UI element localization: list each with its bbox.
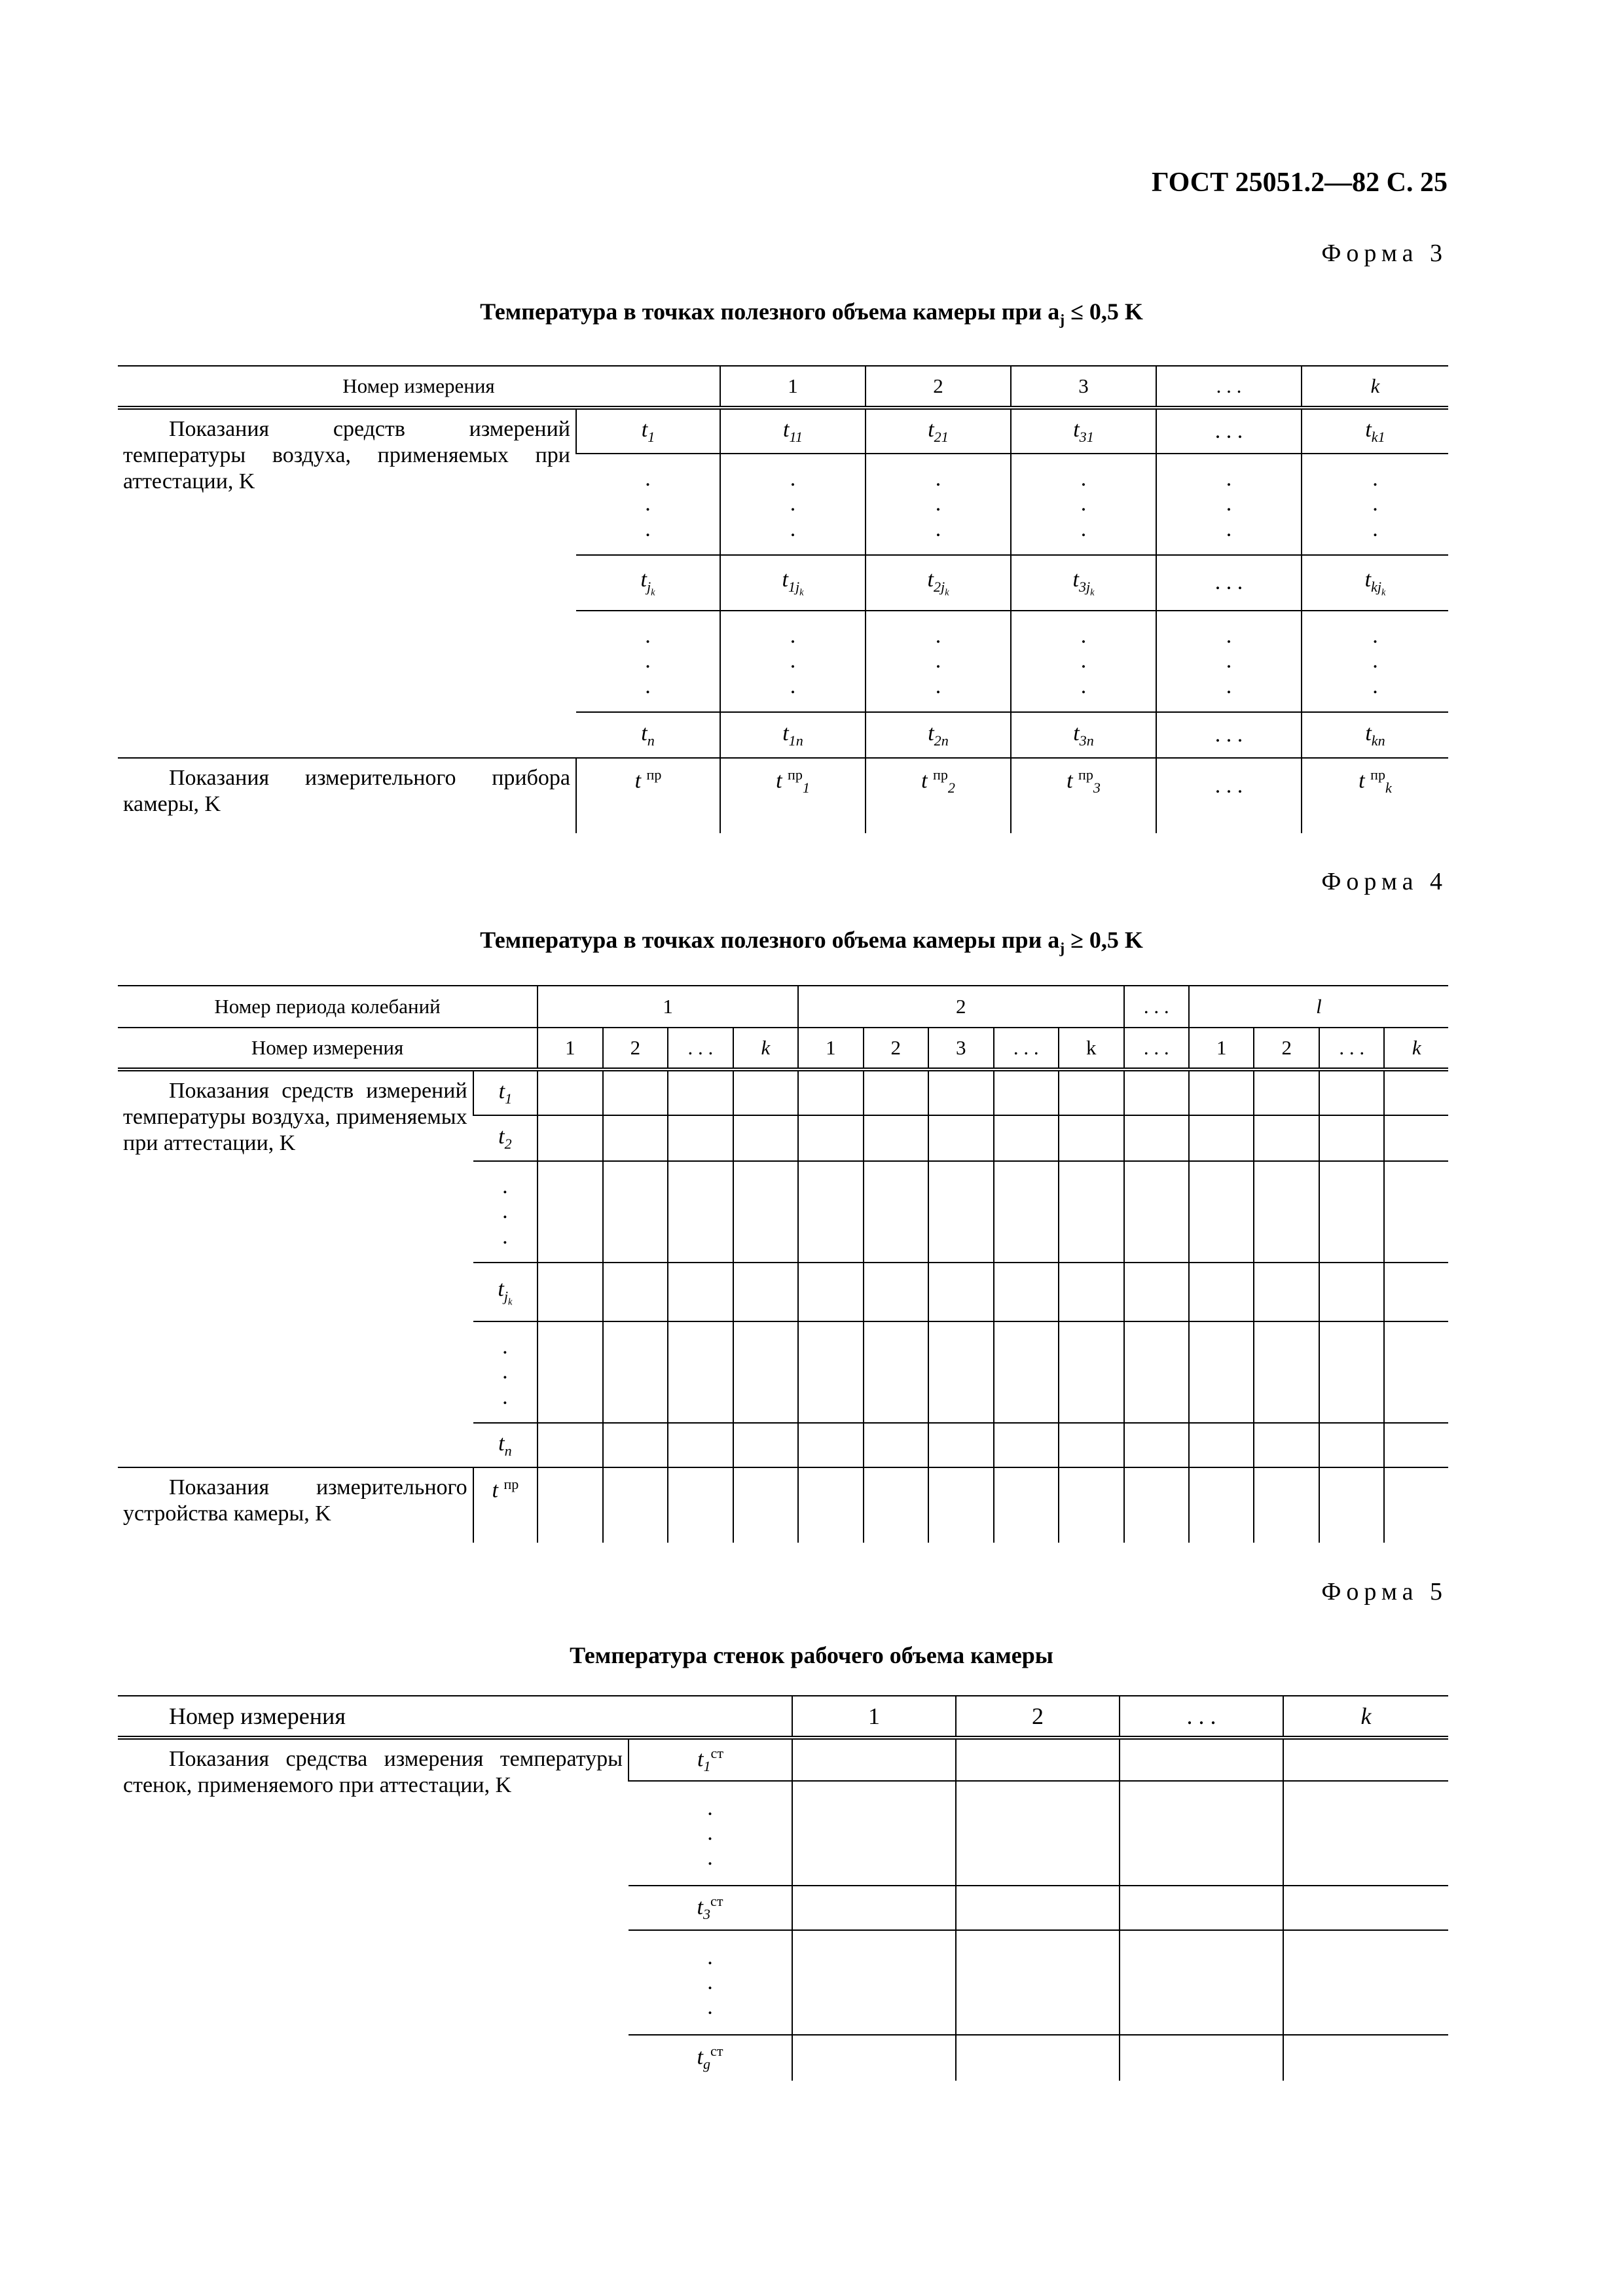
- empty-cell: [733, 1423, 798, 1467]
- form3-title: Температура в точках полезного объема камеры при $a_j \le 0,5$ K: [480, 298, 1143, 329]
- empty-cell: [1319, 1263, 1384, 1321]
- empty-cell: [668, 1423, 733, 1467]
- empty-cell: [1283, 1738, 1448, 1781]
- empty-cell: [603, 1069, 668, 1115]
- meas-num: 2: [1254, 1028, 1319, 1069]
- empty-cell: [1384, 1263, 1448, 1321]
- cell-t-pr: t $^{пр}$: [473, 1467, 538, 1543]
- period-header: Номер периода колебаний: [214, 994, 441, 1018]
- empty-cell: [1059, 1321, 1123, 1423]
- cell-dots: . . .: [1302, 611, 1448, 712]
- empty-cell: [1384, 1161, 1448, 1263]
- meas-num: 2: [603, 1028, 668, 1069]
- cell-t: $t_{kn}$: [1302, 712, 1448, 758]
- empty-cell: [864, 1069, 928, 1115]
- empty-cell: [864, 1115, 928, 1161]
- empty-cell: [1124, 1161, 1189, 1263]
- empty-cell: [1059, 1467, 1123, 1543]
- empty-cell: [1254, 1161, 1319, 1263]
- row-label-wall-sensor: Показания средства измерения температуры стенок, применяемого при аттестации, K: [123, 1747, 623, 1798]
- cell-t: $t_1$: [473, 1069, 538, 1115]
- empty-cell: [668, 1161, 733, 1263]
- empty-cell: [1319, 1069, 1384, 1115]
- cell-dots: . . .: [1011, 611, 1156, 712]
- meas-num: k: [1059, 1028, 1123, 1069]
- row-label-air-sensors: Показания средств измерений температуры воздуха, применяемых при аттестации, K: [123, 1079, 467, 1156]
- empty-cell: [792, 1738, 956, 1781]
- empty-cell: [1124, 1069, 1189, 1115]
- col-num: 2: [866, 366, 1011, 408]
- empty-cell: [1189, 1467, 1254, 1543]
- form4-table: [118, 985, 1448, 1543]
- col-num: 1: [720, 366, 866, 408]
- empty-cell: [792, 1781, 956, 1886]
- empty-cell: [1124, 1263, 1189, 1321]
- empty-cell: [798, 1263, 863, 1321]
- empty-cell: [1189, 1321, 1254, 1423]
- empty-cell: [1254, 1115, 1319, 1161]
- empty-cell: [1120, 1886, 1283, 1930]
- cell-t-pr: t $^{пр}_2$: [866, 758, 1011, 833]
- col-header: Номер измерения: [169, 1702, 346, 1729]
- cell-t-st: $t_g^{ст}$: [697, 2043, 723, 2073]
- empty-cell: [956, 1738, 1120, 1781]
- empty-cell: [864, 1467, 928, 1543]
- cell-t: $t_{kj_k}$: [1302, 555, 1448, 611]
- empty-cell: [1254, 1467, 1319, 1543]
- row-label-chamber-device: Показания измерительного прибора камеры, K: [123, 766, 570, 817]
- cell-t-st: $t_3^{ст}$: [697, 1892, 723, 1923]
- cell-dots: . . .: [645, 624, 651, 698]
- empty-cell: [956, 1781, 1120, 1886]
- empty-cell: [1384, 1467, 1448, 1543]
- empty-cell: [733, 1069, 798, 1115]
- cell-t: $t_{3n}$: [1011, 712, 1156, 758]
- empty-cell: [928, 1069, 993, 1115]
- empty-cell: [994, 1321, 1059, 1423]
- period-num: . . .: [1124, 986, 1189, 1028]
- cell-dots: . . .: [1302, 454, 1448, 555]
- cell-t: $t_n$: [498, 1431, 512, 1459]
- empty-cell: [603, 1115, 668, 1161]
- cell-dots: . . .: [502, 1174, 508, 1249]
- empty-cell: [994, 1161, 1059, 1263]
- meas-num: 1: [538, 1028, 602, 1069]
- cell-t: $t_{j_k}$: [498, 1276, 513, 1308]
- col-num: 2: [956, 1696, 1120, 1738]
- empty-cell: [1124, 1115, 1189, 1161]
- col-num: k: [1283, 1696, 1448, 1738]
- cell-dots: . . .: [866, 454, 1011, 555]
- meas-num: . . .: [668, 1028, 733, 1069]
- empty-cell: [1120, 1781, 1283, 1886]
- empty-cell: [1319, 1161, 1384, 1263]
- cell-t: $t_{31}$: [1011, 408, 1156, 454]
- empty-cell: [603, 1263, 668, 1321]
- empty-cell: [792, 2035, 956, 2081]
- empty-cell: [668, 1467, 733, 1543]
- col-num: . . .: [1156, 366, 1302, 408]
- empty-cell: [1189, 1115, 1254, 1161]
- empty-cell: [1189, 1069, 1254, 1115]
- meas-num: 3: [928, 1028, 993, 1069]
- empty-cell: [1059, 1115, 1123, 1161]
- empty-cell: [733, 1321, 798, 1423]
- empty-cell: [994, 1069, 1059, 1115]
- period-num: l: [1189, 986, 1448, 1028]
- empty-cell: [1254, 1423, 1319, 1467]
- empty-cell: [994, 1115, 1059, 1161]
- empty-cell: [1059, 1161, 1123, 1263]
- page-header: ГОСТ 25051.2—82 С. 25: [1151, 168, 1448, 198]
- form3-table: [118, 365, 1448, 833]
- cell-t: $t_{21}$: [866, 408, 1011, 454]
- empty-cell: [538, 1115, 602, 1161]
- empty-cell: [1384, 1423, 1448, 1467]
- form5-title: Температура стенок рабочего объема камеры: [570, 1642, 1053, 1668]
- cell-dots: . . .: [707, 1945, 713, 2020]
- cell-t-st: $t_1^{ст}$: [629, 1738, 792, 1781]
- cell-dots: . . .: [645, 467, 651, 541]
- empty-cell: [994, 1423, 1059, 1467]
- empty-cell: [538, 1161, 602, 1263]
- cell-t: $t_2$: [498, 1124, 512, 1152]
- empty-cell: [1059, 1069, 1123, 1115]
- cell-t: $t_{3j_k}$: [1011, 555, 1156, 611]
- empty-cell: [538, 1069, 602, 1115]
- cell-dots: . . .: [720, 454, 866, 555]
- empty-cell: [1384, 1321, 1448, 1423]
- cell-t: $t_1$: [576, 408, 720, 454]
- empty-cell: [668, 1263, 733, 1321]
- row-label-air-sensors: Показания средств измерений температуры воздуха, применяемых при аттестации, K: [123, 417, 570, 494]
- empty-cell: [1124, 1423, 1189, 1467]
- form5-table: [118, 1695, 1448, 2081]
- empty-cell: [1189, 1263, 1254, 1321]
- meas-num: 1: [1189, 1028, 1254, 1069]
- empty-cell: [1384, 1069, 1448, 1115]
- cell-hdots: . . .: [1156, 758, 1302, 833]
- empty-cell: [798, 1115, 863, 1161]
- cell-dots: . . .: [1156, 611, 1302, 712]
- empty-cell: [1384, 1115, 1448, 1161]
- cell-t: $t_n$: [641, 721, 655, 749]
- empty-cell: [1120, 1930, 1283, 2035]
- empty-cell: [928, 1115, 993, 1161]
- col-num: k: [1302, 366, 1448, 408]
- empty-cell: [994, 1263, 1059, 1321]
- empty-cell: [956, 1886, 1120, 1930]
- cell-dots: . . .: [720, 611, 866, 712]
- empty-cell: [733, 1115, 798, 1161]
- cell-t: $t_{1n}$: [720, 712, 866, 758]
- empty-cell: [603, 1321, 668, 1423]
- empty-cell: [798, 1321, 863, 1423]
- empty-cell: [792, 1886, 956, 1930]
- empty-cell: [928, 1423, 993, 1467]
- empty-cell: [928, 1161, 993, 1263]
- period-num: 1: [538, 986, 798, 1028]
- empty-cell: [1283, 2035, 1448, 2081]
- empty-cell: [603, 1423, 668, 1467]
- empty-cell: [1059, 1423, 1123, 1467]
- empty-cell: [1319, 1467, 1384, 1543]
- form4-title: Температура в точках полезного объема камеры при $a_j \ge 0,5$ K: [480, 927, 1143, 958]
- empty-cell: [1283, 1781, 1448, 1886]
- empty-cell: [1254, 1069, 1319, 1115]
- cell-t-pr: t $^{пр}_1$: [720, 758, 866, 833]
- cell-t: $t_{1j_k}$: [720, 555, 866, 611]
- meas-num: 2: [864, 1028, 928, 1069]
- col-num: 3: [1011, 366, 1156, 408]
- meas-num: . . .: [1319, 1028, 1384, 1069]
- cell-dots: . . .: [502, 1335, 508, 1409]
- period-num: 2: [798, 986, 1123, 1028]
- cell-t-pr: t $^{пр}_3$: [1011, 758, 1156, 833]
- empty-cell: [1319, 1321, 1384, 1423]
- cell-t: $t_{j_k}$: [640, 567, 655, 598]
- meas-num: . . .: [1124, 1028, 1189, 1069]
- empty-cell: [1120, 1738, 1283, 1781]
- empty-cell: [1189, 1161, 1254, 1263]
- empty-cell: [928, 1467, 993, 1543]
- empty-cell: [733, 1161, 798, 1263]
- col-num: . . .: [1120, 1696, 1283, 1738]
- empty-cell: [1283, 1930, 1448, 2035]
- cell-t: $t_{2n}$: [866, 712, 1011, 758]
- meas-num: 1: [798, 1028, 863, 1069]
- empty-cell: [538, 1423, 602, 1467]
- empty-cell: [1319, 1423, 1384, 1467]
- empty-cell: [956, 1930, 1120, 2035]
- empty-cell: [603, 1161, 668, 1263]
- cell-t: $t_{2j_k}$: [866, 555, 1011, 611]
- empty-cell: [928, 1321, 993, 1423]
- empty-cell: [668, 1321, 733, 1423]
- empty-cell: [864, 1161, 928, 1263]
- form4-label: Форма 4: [1321, 868, 1448, 895]
- empty-cell: [928, 1263, 993, 1321]
- empty-cell: [1319, 1115, 1384, 1161]
- empty-cell: [538, 1321, 602, 1423]
- empty-cell: [1254, 1263, 1319, 1321]
- cell-dots: . . .: [707, 1795, 713, 1871]
- empty-cell: [538, 1263, 602, 1321]
- cell-hdots: . . .: [1156, 555, 1302, 611]
- cell-hdots: . . .: [1156, 712, 1302, 758]
- empty-cell: [798, 1423, 863, 1467]
- empty-cell: [538, 1467, 602, 1543]
- empty-cell: [603, 1467, 668, 1543]
- empty-cell: [798, 1069, 863, 1115]
- empty-cell: [792, 1930, 956, 2035]
- cell-dots: . . .: [866, 611, 1011, 712]
- empty-cell: [1059, 1263, 1123, 1321]
- cell-t-pr: t $^{пр}$: [576, 758, 720, 833]
- meas-num: k: [1384, 1028, 1448, 1069]
- empty-cell: [864, 1423, 928, 1467]
- empty-cell: [994, 1467, 1059, 1543]
- empty-cell: [798, 1161, 863, 1263]
- empty-cell: [1124, 1321, 1189, 1423]
- form5-label: Форма 5: [1321, 1578, 1448, 1605]
- empty-cell: [733, 1467, 798, 1543]
- empty-cell: [668, 1069, 733, 1115]
- col-num: 1: [792, 1696, 956, 1738]
- meas-header: Номер измерения: [251, 1035, 404, 1059]
- cell-t-pr: t $^{пр}_k$: [1302, 758, 1448, 833]
- row-label-chamber-device: Показания измерительного устройства камеры, K: [123, 1475, 467, 1526]
- empty-cell: [1283, 1886, 1448, 1930]
- col-header: Номер измерения: [342, 374, 495, 397]
- cell-dots: . . .: [1011, 454, 1156, 555]
- empty-cell: [864, 1263, 928, 1321]
- empty-cell: [1120, 2035, 1283, 2081]
- form3-label: Форма 3: [1321, 240, 1448, 267]
- meas-num: k: [733, 1028, 798, 1069]
- empty-cell: [1254, 1321, 1319, 1423]
- cell-t: $t_{11}$: [720, 408, 866, 454]
- cell-dots: . . .: [1156, 454, 1302, 555]
- cell-hdots: . . .: [1156, 408, 1302, 454]
- empty-cell: [956, 2035, 1120, 2081]
- empty-cell: [1124, 1467, 1189, 1543]
- empty-cell: [864, 1321, 928, 1423]
- empty-cell: [733, 1263, 798, 1321]
- cell-t: $t_{k1}$: [1302, 408, 1448, 454]
- empty-cell: [1189, 1423, 1254, 1467]
- meas-num: . . .: [994, 1028, 1059, 1069]
- empty-cell: [668, 1115, 733, 1161]
- empty-cell: [798, 1467, 863, 1543]
